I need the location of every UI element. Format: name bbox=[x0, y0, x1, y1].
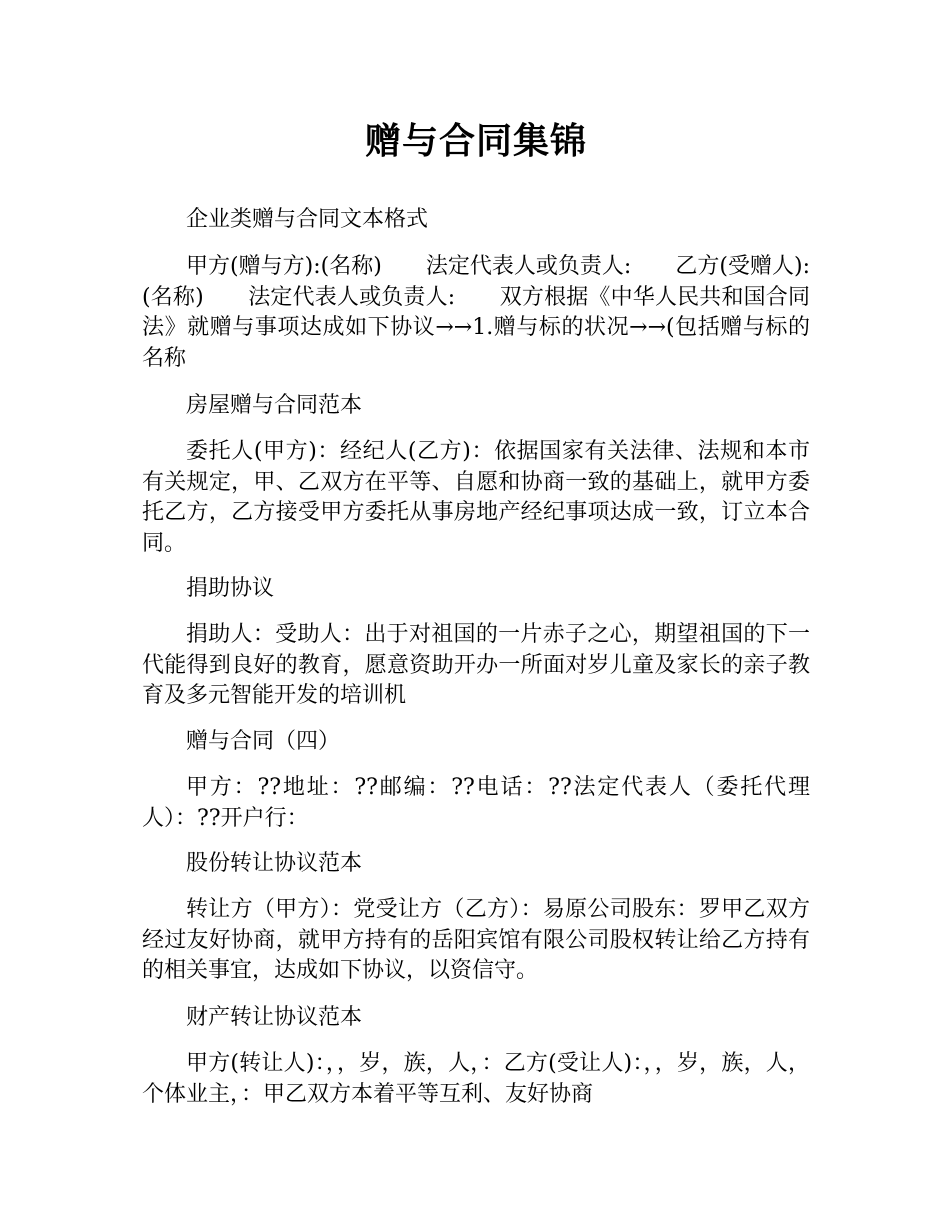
body-paragraph: 转让方（甲方）：党受让方（乙方）：易原公司股东：罗甲乙双方经过友好协商，就甲方持有的岳阳宾馆有限公司股权转让给乙方持有的相关事宜，达成如下协议，以资信守。 bbox=[142, 897, 810, 984]
section-heading: 捐助协议 bbox=[186, 576, 275, 601]
document-title: 赠与合同集锦 bbox=[364, 121, 587, 162]
section-heading: 房屋赠与合同范本 bbox=[186, 393, 363, 418]
body-paragraph: 捐助人：受助人：出于对祖国的一片赤子之心，期望祖国的下一代能得到良好的教育，愿意资助开办一所面对岁儿童及家长的亲子教育及多元智能开发的培训机 bbox=[142, 622, 810, 709]
body-paragraph: 甲方(转让人)：，，岁，族，人，：乙方(受让人)：，，岁，族，人，个体业主，：甲乙双方本着平等互利、友好协商 bbox=[142, 1051, 810, 1107]
section-heading: 股份转让协议范本 bbox=[186, 851, 363, 876]
section-heading: 财产转让协议范本 bbox=[186, 1005, 363, 1030]
body-paragraph: 甲方：??地址：??邮编：??电话：??法定代表人（委托代理人）：??开户行： bbox=[142, 775, 810, 831]
section-heading: 企业类赠与合同文本格式 bbox=[186, 207, 429, 232]
body-paragraph: 甲方(赠与方):(名称) 法定代表人或负责人: 乙方(受赠人):(名称) 法定代表人或负责人: 双方根据《中华人民共和国合同法》就赠与事项达成如下协议→→1.赠与标的状况→→(包括赠与标的名称 bbox=[142, 254, 810, 372]
section-heading: 赠与合同（四） bbox=[186, 729, 341, 754]
body-paragraph: 委托人(甲方)：经纪人(乙方)：依据国家有关法律、法规和本市有关规定，甲、乙双方在平等、自愿和协商一致的基础上，就甲方委托乙方，乙方接受甲方委托从事房地产经纪事项达成一致，订立本合同。 bbox=[142, 439, 810, 557]
